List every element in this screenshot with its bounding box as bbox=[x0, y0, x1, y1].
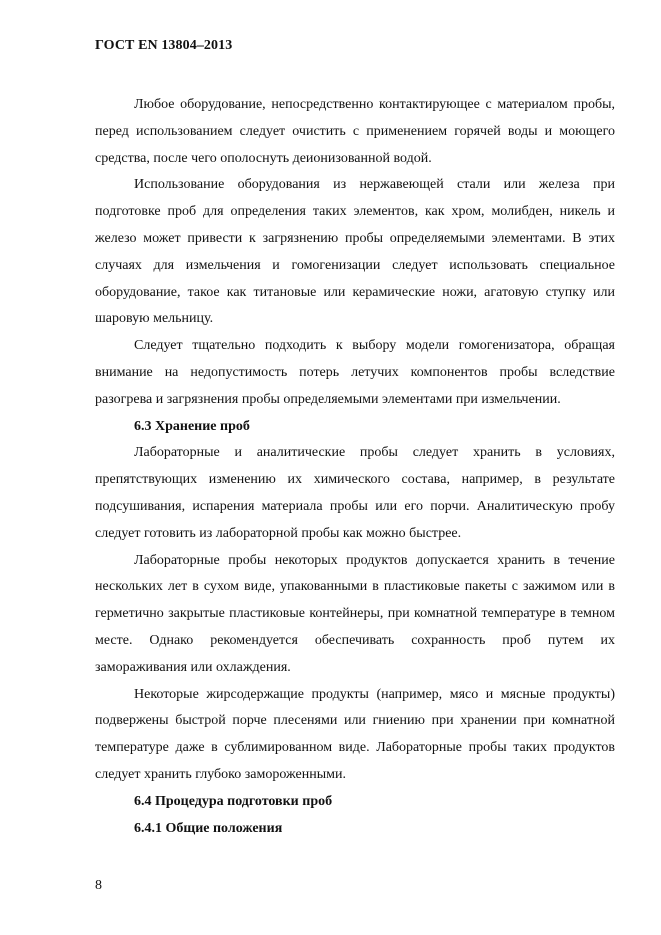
paragraph-equipment-cleaning: Любое оборудование, непосредственно контактирующее с материалом пробы, перед использованием следует очистить с применением горячей воды и моющего средства, после чего ополоснуть деионизованной водой. bbox=[95, 97, 615, 166]
paragraph-storage-conditions: Лабораторные и аналитические пробы следует хранить в условиях, препятствующих изменению их химического состава, например, в результате подсушивания, испарения материала пробы или его порчи. Аналитическую пробу следует готовить из лабораторной пробы как можно быстрее. bbox=[95, 445, 615, 541]
paragraph-stainless-steel: Использование оборудования из нержавеющей стали или железа при подготовке проб для определения таких элементов, как хром, молибден, никель и железо может привести к загрязнению пробы определяемыми элементами. В этих случаях для измельчения и гомогенизации следует использовать специальное оборудование, такое как титановые или керамические ножи, агатовую ступку или шаровую мельницу. bbox=[95, 177, 615, 327]
paragraph-homogenizer: Следует тщательно подходить к выбору модели гомогенизатора, обращая внимание на недопустимость потерь летучих компонентов пробы вследствие разогрева и загрязнения пробы определяемыми элементами при измельчении. bbox=[95, 338, 615, 407]
paragraph-fatty-products: Некоторые жирсодержащие продукты (например, мясо и мясные продукты) подвержены быстрой порче плесенями или гниению при хранении при комнатной температуре даже в сублимированном виде. Лабораторные пробы таких продуктов следует хранить глубоко замороженными. bbox=[95, 686, 615, 782]
section-heading-6-4-1: 6.4.1 Общие положения bbox=[134, 820, 283, 836]
section-heading-6-4: 6.4 Процедура подготовки проб bbox=[134, 793, 333, 809]
page-number: 8 bbox=[95, 878, 102, 893]
standard-header: ГОСТ EN 13804–2013 bbox=[95, 38, 233, 53]
body-text bbox=[95, 92, 615, 842]
section-heading-6-3: 6.3 Хранение проб bbox=[134, 418, 250, 434]
paragraph-dry-storage: Лабораторные пробы некоторых продуктов допускается хранить в течение нескольких лет в сухом виде, упакованными в пластиковые пакеты с зажимом или в герметично закрытые пластиковые контейнеры, при комнатной температуре в темном месте. Однако рекомендуется обеспечивать сохранность проб путем их замораживания или охлаждения. bbox=[95, 552, 615, 675]
